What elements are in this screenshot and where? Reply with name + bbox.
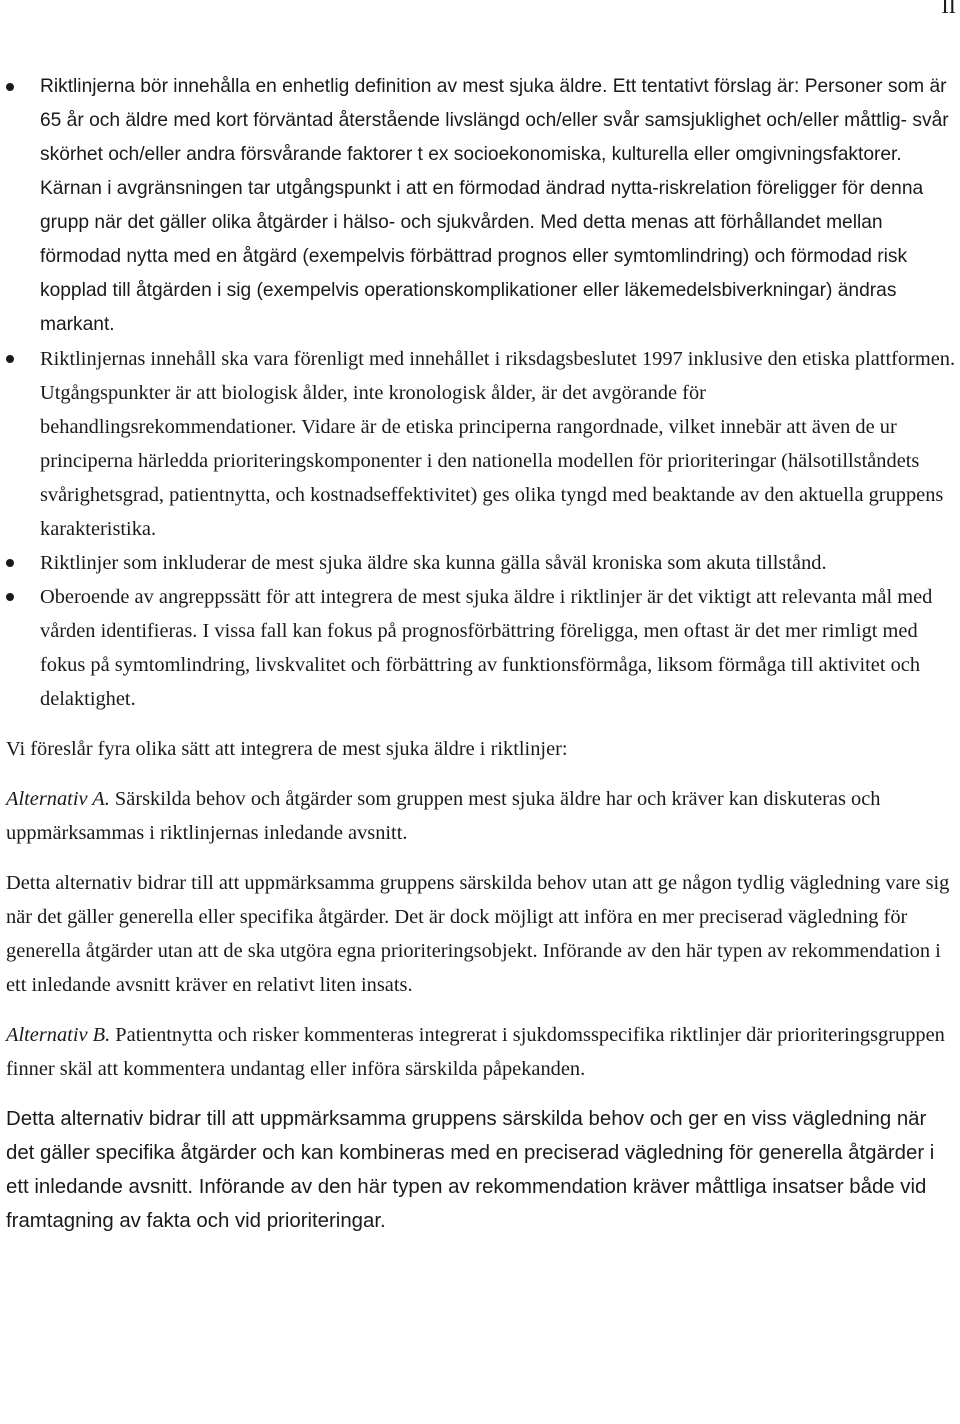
page-number: II (941, 0, 956, 18)
bullet-icon (6, 559, 14, 567)
intro-paragraph: Vi föreslår fyra olika sätt att integrera de mest sjuka äldre i riktlinjer: (6, 738, 568, 760)
alternative-a-text: Särskilda behov och åtgärder som gruppen mest sjuka äldre har och kräver kan diskuteras och uppmärksammas i riktlinjernas inledande avsnitt. (6, 788, 881, 844)
alternative-b-paragraph (6, 1018, 956, 1086)
alternative-b-text: Patientnytta och risker kommenteras integrerat i sjukdomsspecifika riktlinjer där prioriteringsgruppen finner skäl att kommentera undantag eller införa särskilda påpekanden. (6, 1024, 945, 1080)
list-item (6, 546, 956, 580)
alternative-b-description: Detta alternativ bidrar till att uppmärksamma gruppens särskilda behov och ger en viss vägledning när det gäller specifika åtgärder och kan kombineras med en preciserad vägledning för generella åtgärder i ett inledande avsnitt. Införande av den här typen av rekommendation kräver måttliga insatser både vid framtagning av fakta och vid prioriteringar. (6, 1108, 935, 1232)
document-body (6, 70, 956, 1238)
list-item-text: Riktlinjerna bör innehålla en enhetlig definition av mest sjuka äldre. Ett tentativt förslag är: Personer som är 65 år och äldre med kort förväntad återstående livslängd och/eller svår samsjuklighet och/eller måttlig- svår skörhet och/eller andra försvårande faktorer t ex socioekonomiska, kulturella eller omgivningsfaktorer. Kärnan i avgränsningen tar utgångspunkt i att en förmodad ändrad nytta-riskrelation föreligger för denna grupp när det gäller olika åtgärder i hälso- och sjukvården. Med detta menas att förhållandet mellan förmodad nytta med en åtgärd (exempelvis förbättrad prognos eller symtomlindring) och förmodad risk kopplad till åtgärden i sig (exempelvis operationskomplikationer eller läkemedelsbiverkningar) ändras markant. (40, 76, 949, 335)
list-item-text: Oberoende av angreppssätt för att integrera de mest sjuka äldre i riktlinjer är det viktigt att relevanta mål med vården identifieras. I vissa fall kan fokus på prognosförbättring föreligga, men oftast är det mer rimligt med fokus på symtomlindring, livskvalitet och förbättring av funktionsförmåga, liksom förmåga till aktivitet och delaktighet. (40, 586, 933, 710)
recommendation-list (6, 70, 956, 716)
alternative-a-label: Alternativ A. (6, 788, 110, 810)
alternative-a-paragraph (6, 782, 956, 850)
list-item (6, 70, 956, 342)
bullet-icon (6, 83, 14, 91)
list-item (6, 580, 956, 716)
bullet-icon (6, 593, 14, 601)
alternative-a-description: Detta alternativ bidrar till att uppmärksamma gruppens särskilda behov utan att ge någon tydlig vägledning vare sig när det gäller generella eller specifika åtgärder. Det är dock möjligt att införa en mer preciserad vägledning för generella åtgärder utan att de ska utgöra egna prioriteringsobjekt. Införande av den här typen av rekommendation i ett inledande avsnitt kräver en relativt liten insats. (6, 872, 950, 996)
list-item (6, 342, 956, 546)
alternative-b-label: Alternativ B. (6, 1024, 111, 1046)
list-item-text: Riktlinjernas innehåll ska vara förenligt med innehållet i riksdagsbeslutet 1997 inklusive den etiska plattformen. Utgångspunkter är att biologisk ålder, inte kronologisk ålder, är det avgörande för behandlingsrekommendationer. Vidare är de etiska principerna rangordnade, vilket innebär att även de ur principerna härledda prioriteringskomponenter i den nationella modellen för prioriteringar (hälsotillståndets svårighetsgrad, patientnytta, och kostnadseffektivitet) ges olika tyngd med beaktande av den aktuella gruppens karakteristika. (40, 348, 956, 540)
list-item-text: Riktlinjer som inkluderar de mest sjuka äldre ska kunna gälla såväl kroniska som akuta tillstånd. (40, 552, 827, 574)
bullet-icon (6, 355, 14, 363)
